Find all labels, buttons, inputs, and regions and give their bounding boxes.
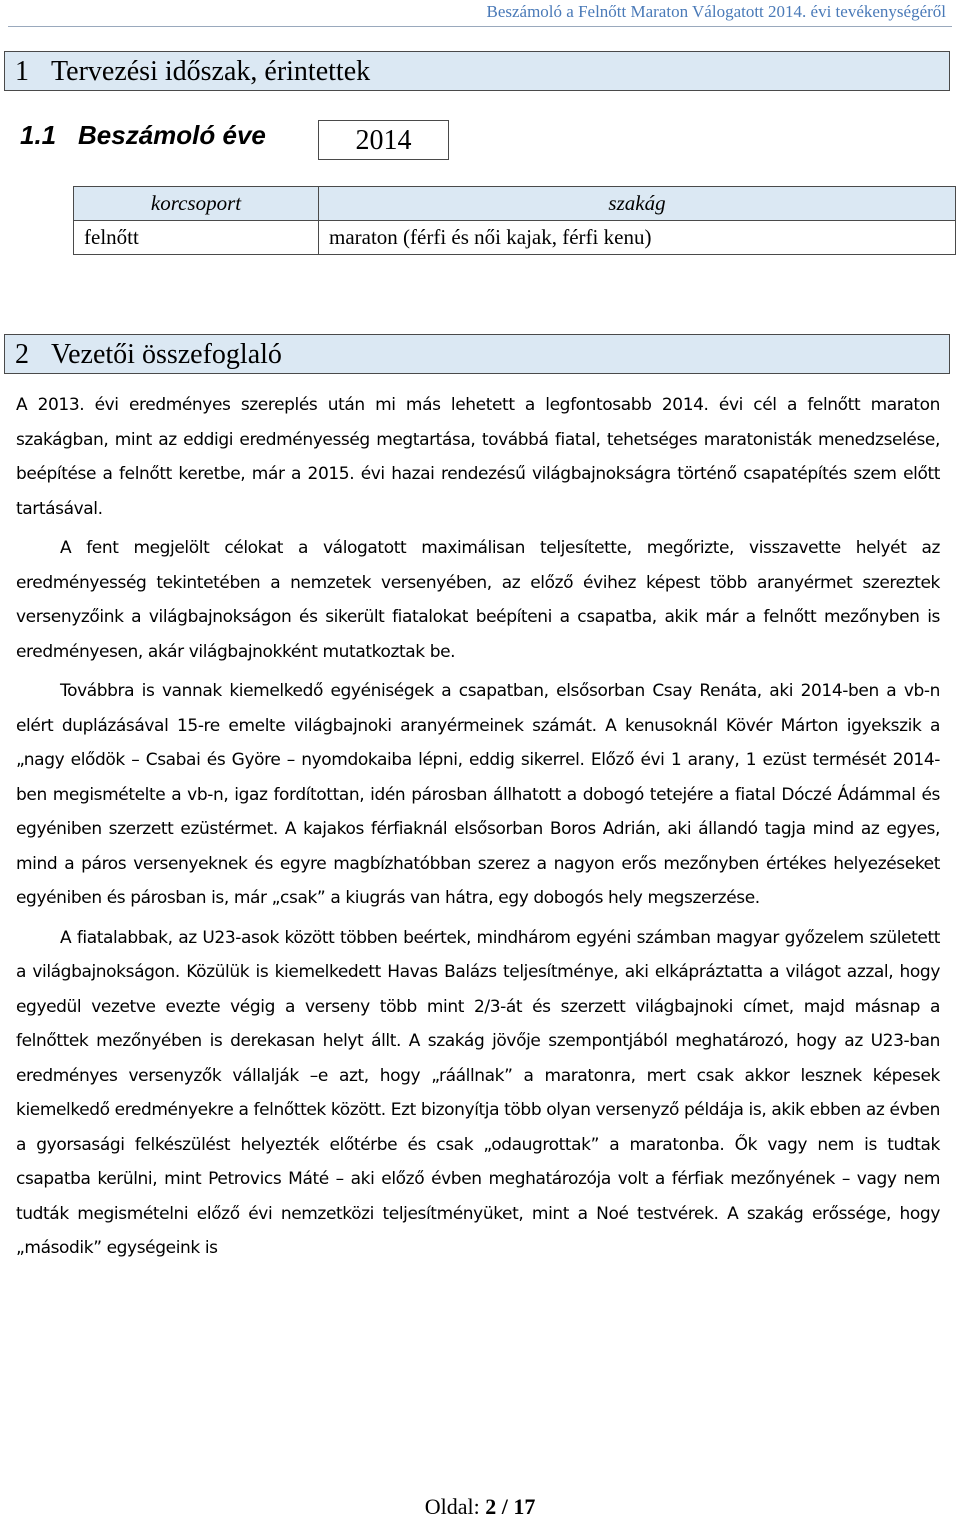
section-heading-2 (4, 334, 950, 374)
page-separator: / (501, 1494, 508, 1519)
paragraph: A fiatalabbak, az U23-asok között többen beértek, mindhárom egyéni számban magyar győzelem született a világbajnokságon. Közülük is kiemelkedett Havas Balázs teljesítménye, aki elkápráztatta a világot azzal, hogy egyedül vezetve evezte végig a verseny több mint 2/3-át és szerzett világbajnoki címet, majd másnap a felnőttek mezőnyében is derekasan helyt állt. A szakág jövője szempontjából meghatározó, hogy az U23-ban eredményes versenyzők vállalják –e azt, hogy „ráállnak” a maratonra, mert csak akkor lesznek képesek kiemelkedő eredményekre a felnőttek között. Ezt bizonyítja több olyan versenyző példája is, akik ebben az évben a gyorsasági felkészülést helyezték előtérbe és csak „odaugrottak” a maratonba. Ők vagy nem is tudtak csapatba kerülni, mint Petrovics Máté – aki előző évben meghatározója volt a férfiak mezőnyének – vagy nem tudták megismételni előző évi nemzetközi teljesítményüket, mint a Noé testvérek. A szakág erőssége, hogy „második” egységeink is (16, 927, 940, 1258)
body-text (16, 388, 940, 1271)
subsection-number: 1.1 (20, 120, 57, 150)
table-header-cell: korcsoport (74, 187, 319, 221)
section-number: 1 (15, 56, 29, 87)
subsection-title: Beszámoló éve (78, 120, 266, 150)
table-header-row (74, 187, 956, 221)
paragraph: A fent megjelölt célokat a válogatott maximálisan teljesítette, megőrizte, visszavette helyét az eredményesség tekintetében a nemzetek versenyében, az előző évihez képest több aranyérmet szereztek versenyzőink a világbajnokságon és sikerült fiatalokat beépíteni a csapatba, akik már a felnőtt mezőnyben is eredményesen, akár világbajnokként mutatkoztak be. (16, 538, 940, 662)
paragraph: Továbbra is vannak kiemelkedő egyéniségek a csapatban, elsősorban Csay Renáta, aki 2014-ben a vb-n elért duplázásával 15-re emelte világbajnoki aranyérmeinek számát. A kenusoknál Kövér Márton igyekszik a „nagy elődök – Csabai és Györe – nyomdokaiba lépni, eddig sikerrel. Előző évi 1 arany, 1 ezüst termését 2014-ben megismételte a vb-n, igaz fordítottan, idén párosban állhatott a dobogó tetejére a fiatal Dóczé Ádámmal és egyéniben szerzett ezüstérmet. A kajakos férfiaknál elsősorban Boros Adrián, aki állandó tagja mind az egyes, mind a páros versenyeknek és egyre magbízhatóbban szerez a nagyon erős mezőnyben értékes helyezéseket egyéniben és párosban is, már „csak” a kiugrás van hátra, egy dobogós hely megszerzése. (16, 681, 940, 908)
page-label: Oldal: (424, 1494, 480, 1519)
page-footer (0, 1494, 960, 1520)
total-pages: 17 (513, 1494, 536, 1519)
section-heading-1 (4, 51, 950, 91)
subsection-heading (20, 120, 266, 151)
header-rule (8, 26, 952, 27)
running-header: Beszámoló a Felnőtt Maraton Válogatott 2014. évi tevékenységéről (486, 2, 946, 21)
section-title: Tervezési időszak, érintettek (51, 56, 371, 87)
report-year-box: 2014 (318, 120, 449, 160)
table-cell: felnőtt (74, 221, 319, 255)
paragraph: A 2013. évi eredményes szereplés után mi más lehetett a legfontosabb 2014. évi cél a felnőtt maraton szakágban, mint az eddigi eredményesség megtartása, továbbá fiatal, tehetséges maratonisták menedzselése, beépítése a felnőtt keretbe, már a 2015. évi hazai rendezésű világbajnokságra történő csapatépítés szem előtt tartásával. (16, 395, 940, 519)
section-title: Vezetői összefoglaló (51, 339, 282, 370)
table-header-cell: szakág (319, 187, 956, 221)
section-number: 2 (15, 339, 29, 370)
current-page: 2 (485, 1494, 497, 1519)
table-cell: maraton (férfi és női kajak, férfi kenu) (319, 221, 956, 255)
info-table (73, 186, 956, 255)
table-row (74, 221, 956, 255)
